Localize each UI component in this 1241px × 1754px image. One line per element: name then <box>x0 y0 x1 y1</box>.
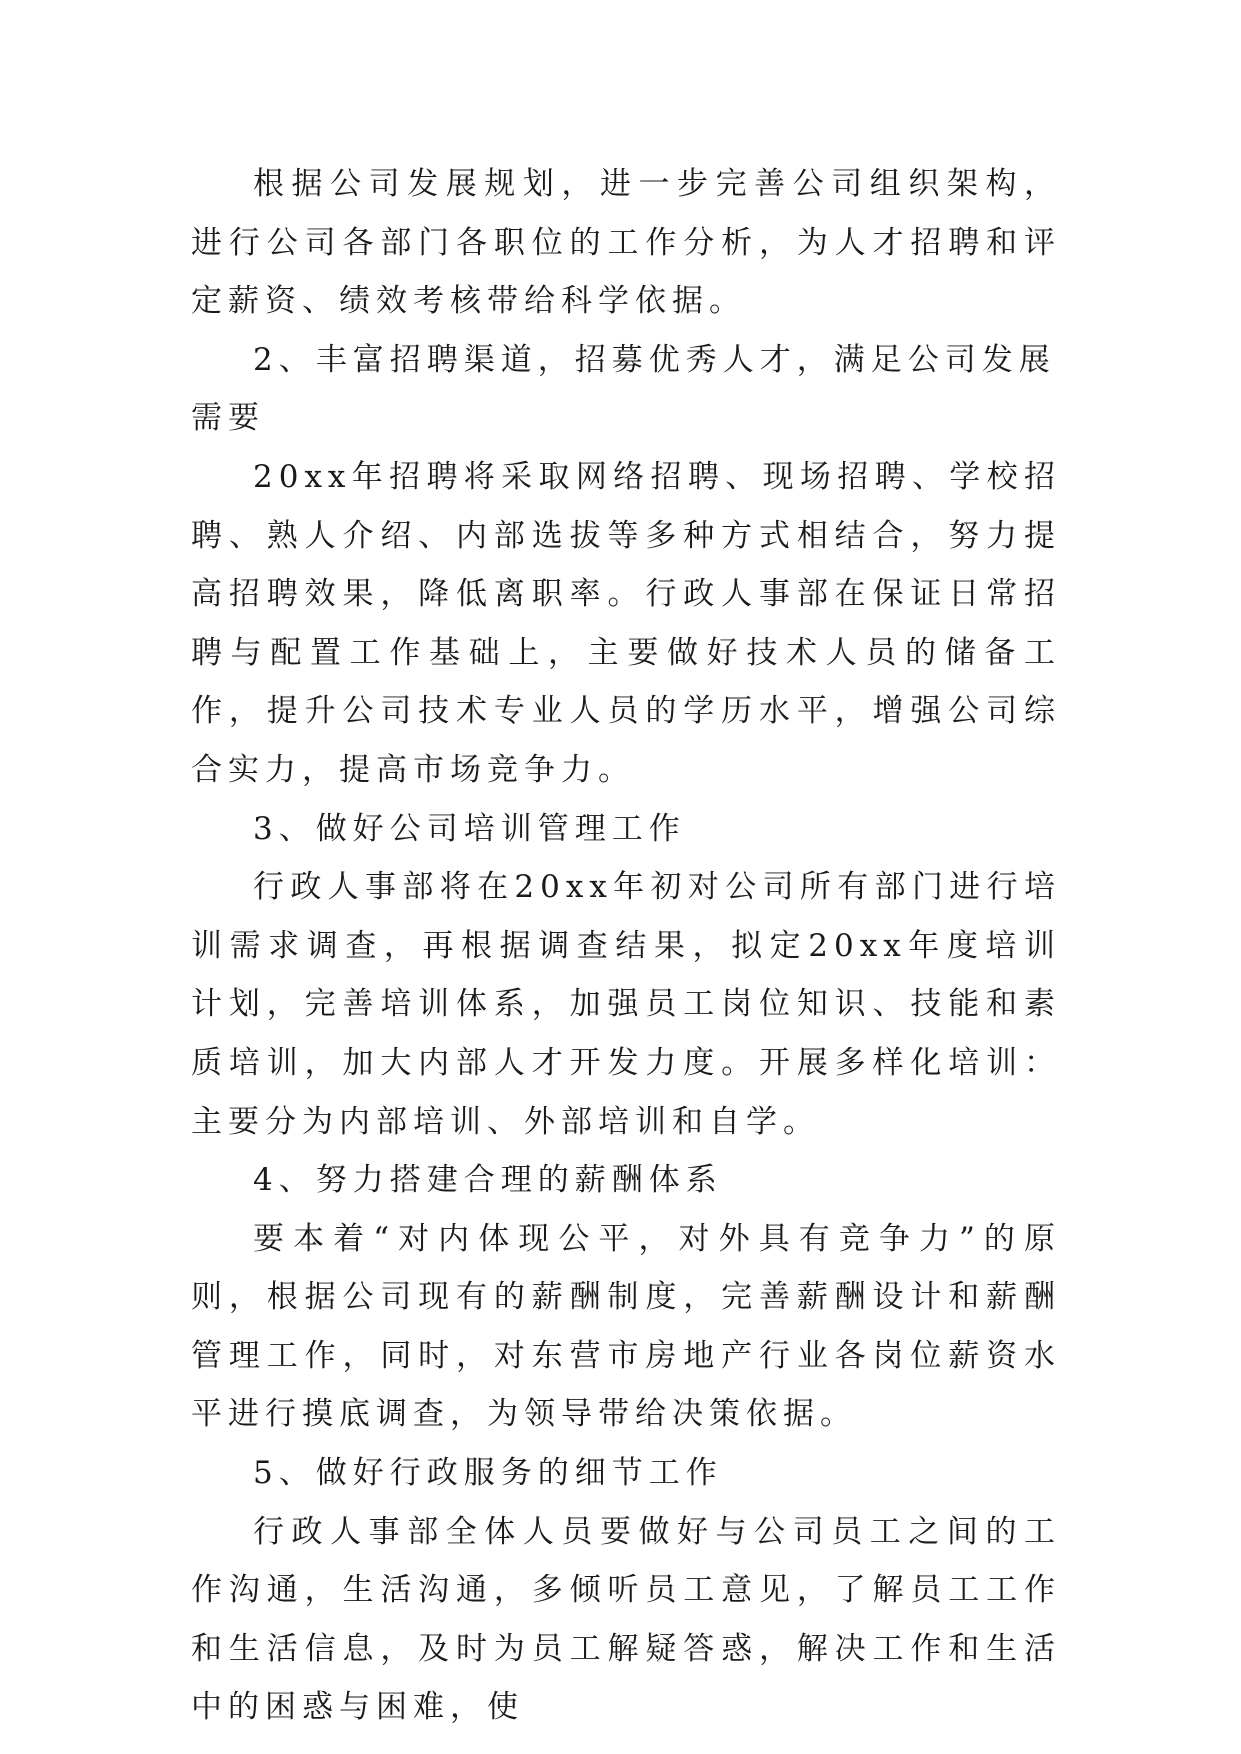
paragraph-org-structure: 根据公司发展规划，进一步完善公司组织架构，进行公司各部门各职位的工作分析，为人才招聘和评定薪资、绩效考核带给科学依据。 <box>191 166 1061 320</box>
document-body <box>191 155 1061 1737</box>
paragraph-admin-service: 行政人事部全体人员要做好与公司员工之间的工作沟通，生活沟通，多倾听员工意见，了解员工工作和生活信息，及时为员工解疑答惑，解决工作和生活中的困惑与困难，使 <box>191 1513 1061 1726</box>
section-heading-recruitment: 2、丰富招聘渠道，招募优秀人才，满足公司发展需要 <box>191 341 1056 437</box>
section-heading-admin-service: 5、做好行政服务的细节工作 <box>253 1455 723 1492</box>
paragraph-training: 行政人事部将在20xx年初对公司所有部门进行培训需求调查，再根据调查结果，拟定20xx年度培训计划，完善培训体系，加强员工岗位知识、技能和素质培训，加大内部人才开发力度。开展多样化培训：主要分为内部培训、外部培训和自学。 <box>191 869 1061 1140</box>
section-heading-compensation: 4、努力搭建合理的薪酬体系 <box>253 1162 723 1199</box>
paragraph-recruitment: 20xx年招聘将采取网络招聘、现场招聘、学校招聘、熟人介绍、内部选拔等多种方式相结合，努力提高招聘效果，降低离职率。行政人事部在保证日常招聘与配置工作基础上，主要做好技术人员的储备工作，提升公司技术专业人员的学历水平，增强公司综合实力，提高市场竞争力。 <box>191 458 1061 788</box>
section-heading-training: 3、做好公司培训管理工作 <box>253 810 686 847</box>
paragraph-compensation: 要本着“对内体现公平，对外具有竞争力”的原则，根据公司现有的薪酬制度，完善薪酬设计和薪酬管理工作，同时，对东营市房地产行业各岗位薪资水平进行摸底调查，为领导带给决策依据。 <box>191 1220 1061 1433</box>
